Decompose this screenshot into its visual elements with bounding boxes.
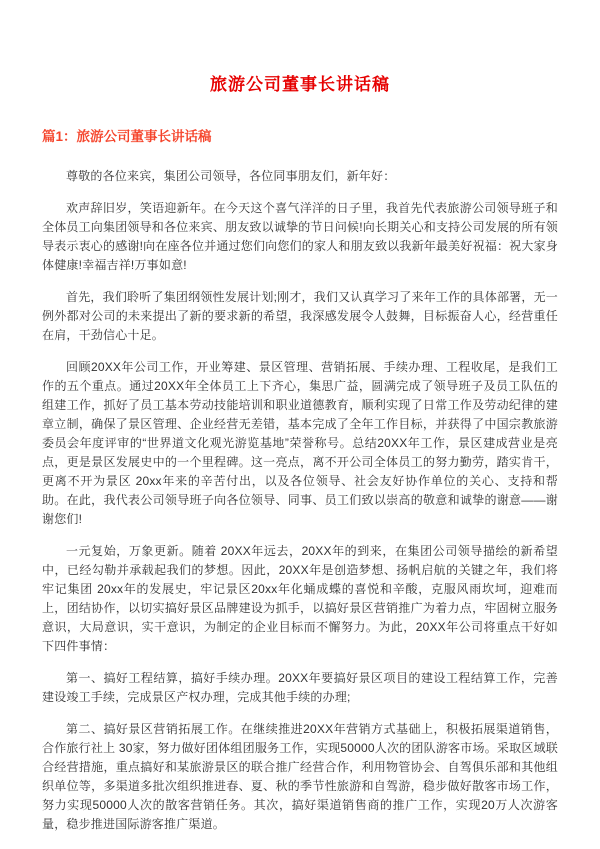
paragraph-container xyxy=(42,167,558,834)
paragraph: 尊敬的各位来宾，集团公司领导，各位同事朋友们，新年好： xyxy=(66,169,396,183)
paragraph: 第二、搞好景区营销拓展工作。在继续推进20XX年营销方式基础上，积极拓展渠道销售，合作旅行社上 30家，努力做好团体组团服务工作，实现50000人次的团队游客市场。采取区域联合经营措施，重点搞好和某旅游景区的联合推广经营合作，利用物管协会、自驾俱乐部和其他组织单位等，多渠道多批次组织推进春、夏、秋的季节性旅游和自驾游，稳步做好散客市场工作，努力实现50000人次的散客营销任务。其次，搞好渠道销售商的推广工作，实现20万人次游客量，稳步推进国际游客推广渠道。 xyxy=(42,722,558,831)
paragraph: 首先，我们聆听了集团纲领性发展计划;刚才，我们又认真学习了来年工作的具体部署，无一例外都对公司的未来提出了新的要求新的希望，我深感发展令人鼓舞，目标振奋人心，经营重任在肩，干劲信心十足。 xyxy=(42,290,558,342)
paragraph: 欢声辞旧岁，笑语迎新年。在今天这个喜气洋洋的日子里，我首先代表旅游公司领导班子和全体员工向集团领导和各位来宾、朋友致以诚挚的节日问候!向长期关心和支持公司发展的所有领导表示衷心的感谢!向在座各位并通过您们向您们的家人和朋友致以我新年最美好祝福：祝大家身体健康!幸福吉祥!万事如意! xyxy=(42,201,558,272)
section-heading: 篇1：旅游公司董事长讲话稿 xyxy=(42,129,212,144)
document-title: 旅游公司董事长讲话稿 xyxy=(210,75,390,94)
paragraph: 第一、搞好工程结算，搞好手续办理。20XX年要搞好景区项目的建设工程结算工作，完善建设竣工手续，完成景区产权办理，完成其他手续的办理; xyxy=(42,671,558,704)
paragraph: 一元复始，万象更新。随着 20XX年远去，20XX年的到来，在集团公司领导描绘的新希望中，已经勾勒并承载起我们的梦想。因此，20XX年是创造梦想、扬帆启航的关键之年，我们将牢记集团 20xx年的发展史，牢记景区20xx年化蛹成蝶的喜悦和辛酸，克服风雨坎坷，迎难而上，团结协作，以切实搞好景区品牌建设为抓手，以搞好景区营销推广为着力点，牢固树立服务意识，大局意识，实干意识，为制定的企业目标而不懈努力。为此，20XX年公司将重点干好如下四件事情： xyxy=(42,544,558,653)
paragraph: 回顾20XX年公司工作，开业筹建、景区管理、营销拓展、手续办理、工程收尾，是我们工作的五个重点。通过20XX年全体员工上下齐心，集思广益，圆满完成了领导班子及员工队伍的组建工作，抓好了员工基本劳动技能培训和职业道德教育，顺利实现了日常工作及劳动纪律的建章立制，确保了景区管理、企业经营无差错，基本完成了全年工作目标，并获得了中国宗教旅游委员会年度评审的“世界道文化观光游览基地”荣誉称号。总结20XX年工作，景区建成营业是亮点，更是景区发展史中的一个里程碑。这一亮点，离不开公司全体员工的努力勤劳，踏实肯干，更离不开为景区 20xx年来的辛苦付出，以及各位领导、社会友好协作单位的关心、支持和帮助。在此，我代表公司领导班子向各位领导、同事、员工们致以崇高的敬意和诚挚的谢意——谢谢您们! xyxy=(42,360,558,526)
